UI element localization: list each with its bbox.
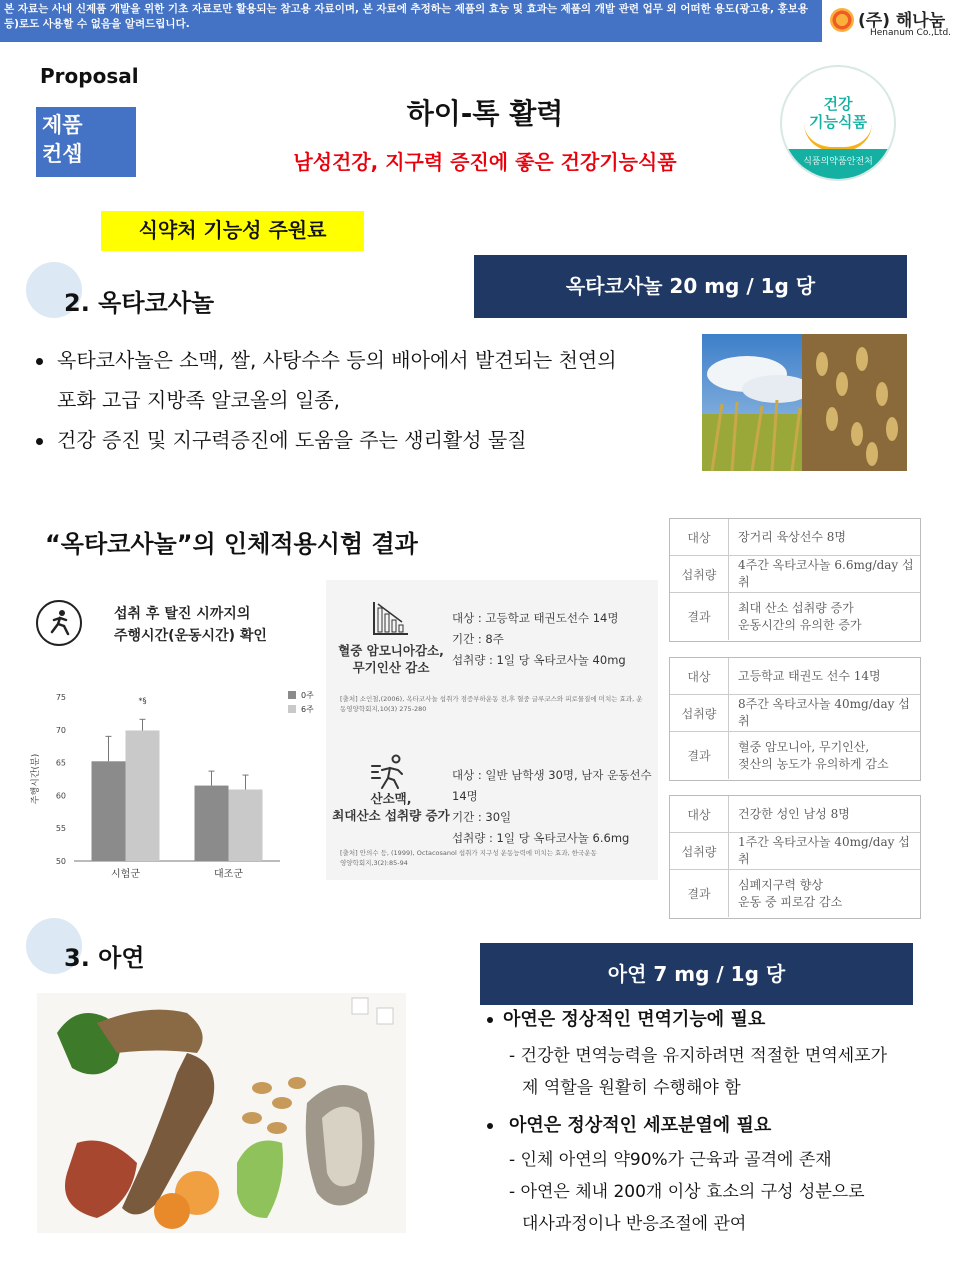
y-tick-label: 70 (55, 725, 66, 735)
significance-annotation: *§ (138, 696, 147, 706)
box1-label: 혈중 암모니아감소, 무기인산 감소 (338, 643, 444, 675)
table-row: 결과 심폐지구력 향상 운동 중 피로감 감소 (670, 870, 920, 917)
disclaimer-banner: 본 자료는 사내 신제품 개발을 위한 기초 자료로만 활용되는 참고용 자료이며, 본 자료에 추정하는 제품의 효능 및 효과는 제품의 개발 관련 업무 외 어떠한 용도(광고용, 홍보용 등)로도 사용할 수 없음을 알려드립니다. (0, 0, 822, 42)
company-name-en: Henanum Co.,Ltd. (870, 28, 952, 38)
section-3-heading: 3. 아연 (64, 944, 145, 972)
list-item: 포화 고급 지방족 알코올의 일종, (57, 388, 340, 412)
badge-arc-icon (804, 123, 872, 151)
legend-swatch (288, 691, 296, 699)
legend-label: 0주 (301, 691, 314, 700)
company-name: (주) 해나눔 (858, 11, 946, 31)
table-row: 결과 최대 산소 섭취량 증가 운동시간의 유의한 증가 (670, 593, 920, 640)
list-item: 대사과정이나 반응조절에 관여 (522, 1214, 747, 1234)
table-row: 대상 건강한 성인 남성 8명 (670, 796, 920, 833)
box2-details: 대상 : 일반 남학생 30명, 남자 운동선수 14명 기간 : 30일 섭취량 : 1일 당 옥타코사놀 6.6mg (452, 768, 652, 845)
product-title: 하이-톡 활력 (406, 97, 564, 130)
chart-heading: 섭취 후 탈진 시까지의 주행시간(운동시간) 확인 (114, 606, 267, 644)
list-item: 건강 증진 및 지구력증진에 도움을 주는 생리활성 물질 (36, 420, 696, 460)
box2-label: 산소맥, 최대산소 섭취량 증가 (332, 791, 450, 823)
list-item: - 건강한 면역능력을 유지하려면 적절한 면역세포가 (509, 1046, 888, 1066)
runner-icon (36, 600, 82, 646)
table-row: 결과 혈중 암모니아, 무기인산, 젖산의 농도가 유의하게 감소 (670, 732, 920, 779)
running-time-chart-panel (30, 588, 320, 888)
y-tick-label: 75 (55, 693, 66, 702)
study-table-3 (669, 795, 921, 919)
list-item: - 아연은 체내 200개 이상 효소의 구성 성분으로 (509, 1182, 865, 1202)
decreasing-chart-icon (370, 598, 410, 642)
badge-footer: 식품의약품안전처 (782, 149, 894, 179)
box1-details: 대상 : 고등학교 태권도선수 14명 기간 : 8주 섭취량 : 1일 당 옥타코사놀 40mg (452, 611, 626, 667)
octacosanol-dose-bar: 옥타코사놀 20 mg / 1g 당 (474, 255, 907, 318)
rice-plant-image (702, 334, 907, 471)
health-functional-food-badge (780, 65, 896, 181)
table-row: 섭취량 4주간 옥타코사놀 6.6mg/day 섭취 (670, 556, 920, 593)
y-tick-label: 55 (55, 824, 66, 834)
list-item: 아연은 정상적인 세포분열에 필요 (487, 1111, 771, 1137)
bar-0주-대조군 (195, 786, 229, 861)
zinc-foods-image (37, 993, 406, 1233)
list-item: 옥타코사놀은 소맥, 쌀, 사탕수수 등의 배아에서 발견되는 천연의 (36, 340, 696, 380)
y-tick-label: 65 (55, 758, 66, 768)
concept-line-1: 제품 (42, 113, 83, 137)
proposal-label: Proposal (40, 64, 139, 88)
table-row: 섭취량 1주간 옥타코사놀 40mg/day 섭취 (670, 833, 920, 870)
company-logo (830, 4, 958, 40)
bar-6주-대조군 (229, 789, 263, 861)
badge-text: 건강 기능식품 (809, 95, 867, 131)
y-axis-label: 주행시간(분) (31, 753, 41, 805)
box1-source: [출처] 소인철,(2006), 옥타코사놀 섭취가 점증부하운동 전,후 혈중 글루코스와 피로물질에 미치는 효과, 운동영양학회지,10(3) 275-280 (340, 695, 643, 713)
sun-logo-icon (830, 8, 854, 32)
table-row: 대상 장거리 육상선수 8명 (670, 519, 920, 556)
y-tick-label: 60 (55, 791, 66, 801)
list-item: 아연은 정상적인 면역기능에 필요 (487, 1005, 765, 1031)
study-results-title: “옥타코사놀”의 인체적용시험 결과 (45, 530, 418, 558)
list-item: - 인체 아연의 약90%가 근육과 골격에 존재 (509, 1150, 832, 1170)
box2-source: [출처] 안의수 등, (1999), Octacosanol 섭취가 지구성 운동능력에 미치는 효과, 한국운동영양학회지,3(2):85-94 (340, 849, 597, 867)
octacosanol-description (36, 340, 696, 460)
section-2-heading: 2. 옥타코사놀 (64, 289, 215, 317)
concept-line-2: 컨셉 (42, 142, 83, 166)
running-time-bar-chart (30, 683, 320, 883)
study-table-1 (669, 518, 921, 642)
bar-0주-시험군 (92, 761, 126, 861)
x-tick-label: 시험군 (111, 869, 140, 880)
list-item: 제 역할을 원활히 수행해야 함 (522, 1078, 741, 1098)
study-summary-panel (326, 580, 658, 880)
study-table-2 (669, 657, 921, 781)
main-ingredient-label: 식약처 기능성 주원료 (101, 211, 364, 251)
y-tick-label: 50 (55, 857, 66, 866)
zinc-dose-bar: 아연 7 mg / 1g 당 (480, 943, 913, 1005)
bar-6주-시험군 (126, 730, 160, 861)
product-subtitle: 남성건강, 지구력 증진에 좋은 건강기능식품 (293, 150, 677, 174)
legend-swatch (288, 705, 296, 713)
table-row: 섭취량 8주간 옥타코사놀 40mg/day 섭취 (670, 695, 920, 732)
legend-label: 6주 (301, 705, 314, 714)
table-row: 대상 고등학교 태권도 선수 14명 (670, 658, 920, 695)
x-tick-label: 대조군 (214, 869, 243, 880)
